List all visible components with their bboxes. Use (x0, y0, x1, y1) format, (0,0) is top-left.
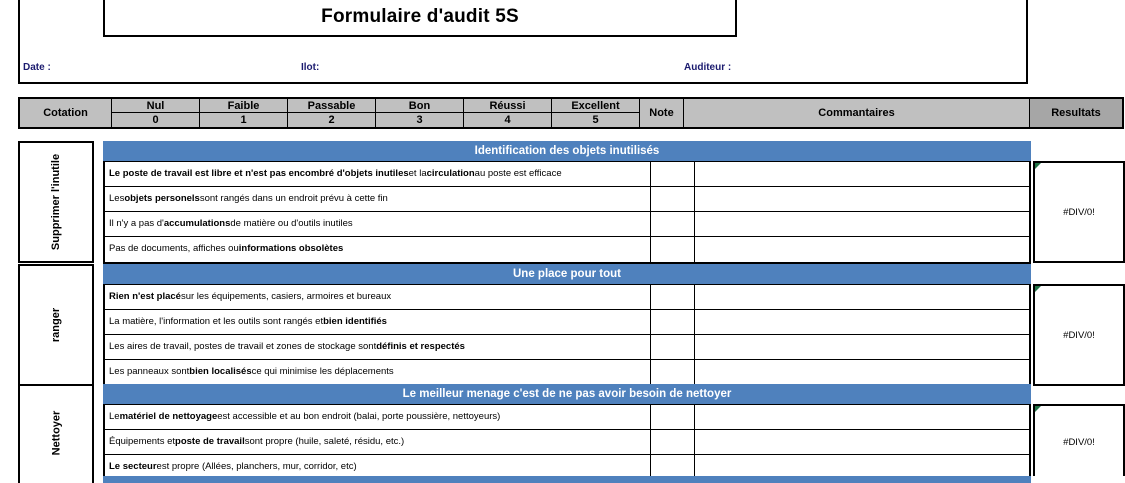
next-section-result-partial (1033, 476, 1125, 483)
next-section-left-edge (18, 476, 94, 483)
error-marker-icon (1035, 286, 1041, 292)
comment-input-cell[interactable] (695, 405, 1029, 429)
comment-input-cell[interactable] (695, 430, 1029, 454)
audit-section (18, 384, 1125, 481)
auditeur-label: Auditeur : (684, 62, 732, 73)
note-input-cell[interactable] (651, 285, 695, 309)
scale-label-2: Passable (288, 99, 375, 113)
scale-value-1: 1 (240, 114, 247, 126)
header-commentaires: Commantaires (684, 99, 1030, 127)
comment-input-cell[interactable] (695, 310, 1029, 334)
section-result-cell (1033, 404, 1125, 481)
section-banner: Une place pour tout (103, 264, 1031, 284)
header-scale-excellent (552, 99, 640, 127)
table-row (105, 335, 1029, 360)
page-title: Formulaire d'audit 5S (321, 5, 519, 27)
audit-section (18, 141, 1125, 263)
section-body (103, 141, 1050, 263)
scale-value-4: 4 (504, 114, 511, 126)
next-section-banner-partial (103, 476, 1031, 483)
criteria-table (103, 284, 1031, 387)
meta-row (18, 62, 1028, 82)
date-label: Date : (23, 62, 51, 73)
comment-input-cell[interactable] (695, 285, 1029, 309)
comment-input-cell[interactable] (695, 162, 1029, 186)
comment-input-cell[interactable] (695, 212, 1029, 236)
section-banner: Le meilleur menage c'est de ne pas avoir besoin de nettoyer (103, 384, 1031, 404)
cotation-header-row (18, 97, 1124, 129)
error-marker-icon (1035, 163, 1041, 169)
header-cotation: Cotation (20, 99, 112, 127)
criterion-text: Les objets personels sont rangés dans un endroit prévu à cette fin (105, 187, 651, 211)
section-body (103, 264, 1050, 386)
note-input-cell[interactable] (651, 187, 695, 211)
section-result-value: #DIV/0! (1063, 437, 1095, 448)
comment-input-cell[interactable] (695, 335, 1029, 359)
criterion-text: Rien n'est placé sur les équipements, casiers, armoires et bureaux (105, 285, 651, 309)
table-row (105, 187, 1029, 212)
section-category-label (18, 141, 94, 263)
table-row (105, 212, 1029, 237)
criterion-text: Équipements et poste de travail sont propre (huile, saleté, résidu, etc.) (105, 430, 651, 454)
note-input-cell[interactable] (651, 212, 695, 236)
criteria-table (103, 404, 1031, 482)
header-scale-passable (288, 99, 376, 127)
scale-label-4: Réussi (464, 99, 551, 113)
table-row (105, 405, 1029, 430)
scale-value-5: 5 (592, 114, 599, 126)
criterion-text: Les panneaux sont bien localisés ce qui minimise les déplacements (105, 360, 651, 385)
error-marker-icon (1035, 406, 1041, 412)
title-box (103, 0, 737, 37)
section-result-value: #DIV/0! (1063, 329, 1095, 341)
header-resultats: Resultats (1030, 99, 1122, 127)
header-scale-reussi (464, 99, 552, 127)
table-row (105, 310, 1029, 335)
section-result-value: #DIV/0! (1063, 206, 1095, 218)
table-row (105, 237, 1029, 262)
table-row (105, 162, 1029, 187)
table-row (105, 360, 1029, 385)
note-input-cell[interactable] (651, 335, 695, 359)
comment-input-cell[interactable] (695, 187, 1029, 211)
table-row (105, 430, 1029, 455)
note-input-cell[interactable] (651, 310, 695, 334)
audit-section (18, 264, 1125, 386)
note-input-cell[interactable] (651, 360, 695, 385)
section-category-text: Nettoyer (50, 410, 62, 455)
scale-value-3: 3 (416, 114, 423, 126)
scale-label-5: Excellent (552, 99, 639, 113)
section-result-cell (1033, 284, 1125, 386)
scale-label-3: Bon (376, 99, 463, 113)
section-category-label (18, 264, 94, 386)
comment-input-cell[interactable] (695, 360, 1029, 385)
criterion-text: Le secteur est propre (Allées, planchers, mur, corridor, etc) (105, 455, 651, 480)
header-note: Note (640, 99, 684, 127)
header-scale-faible (200, 99, 288, 127)
scale-value-0: 0 (152, 114, 159, 126)
header-scale-bon (376, 99, 464, 127)
note-input-cell[interactable] (651, 405, 695, 429)
comment-input-cell[interactable] (695, 237, 1029, 262)
header-scale-nul (112, 99, 200, 127)
criterion-text: Les aires de travail, postes de travail et zones de stockage sont définis et respectés (105, 335, 651, 359)
section-category-text: ranger (50, 307, 62, 343)
section-category-label (18, 384, 94, 481)
note-input-cell[interactable] (651, 430, 695, 454)
scale-value-2: 2 (328, 114, 335, 126)
section-body (103, 384, 1050, 481)
section-category-text: Supprimer l'inutile (50, 153, 63, 251)
scale-label-0: Nul (112, 99, 199, 113)
criterion-text: Il n'y a pas d' accumulations de matière ou d'outils inutiles (105, 212, 651, 236)
criterion-text: Le matériel de nettoyage est accessible et au bon endroit (balai, porte poussière, nettoyeurs) (105, 405, 651, 429)
criterion-text: La matière, l'information et les outils sont rangés et bien identifiés (105, 310, 651, 334)
note-input-cell[interactable] (651, 237, 695, 262)
table-row (105, 285, 1029, 310)
criterion-text: Le poste de travail est libre et n'est pas encombré d'objets inutiles et la circulation au poste est efficace (105, 162, 651, 186)
section-result-cell (1033, 161, 1125, 263)
ilot-label: Ilot: (301, 62, 320, 73)
criterion-text: Pas de documents, affiches ou informations obsolètes (105, 237, 651, 262)
criteria-table (103, 161, 1031, 264)
scale-label-1: Faible (200, 99, 287, 113)
section-banner: Identification des objets inutilisés (103, 141, 1031, 161)
note-input-cell[interactable] (651, 162, 695, 186)
